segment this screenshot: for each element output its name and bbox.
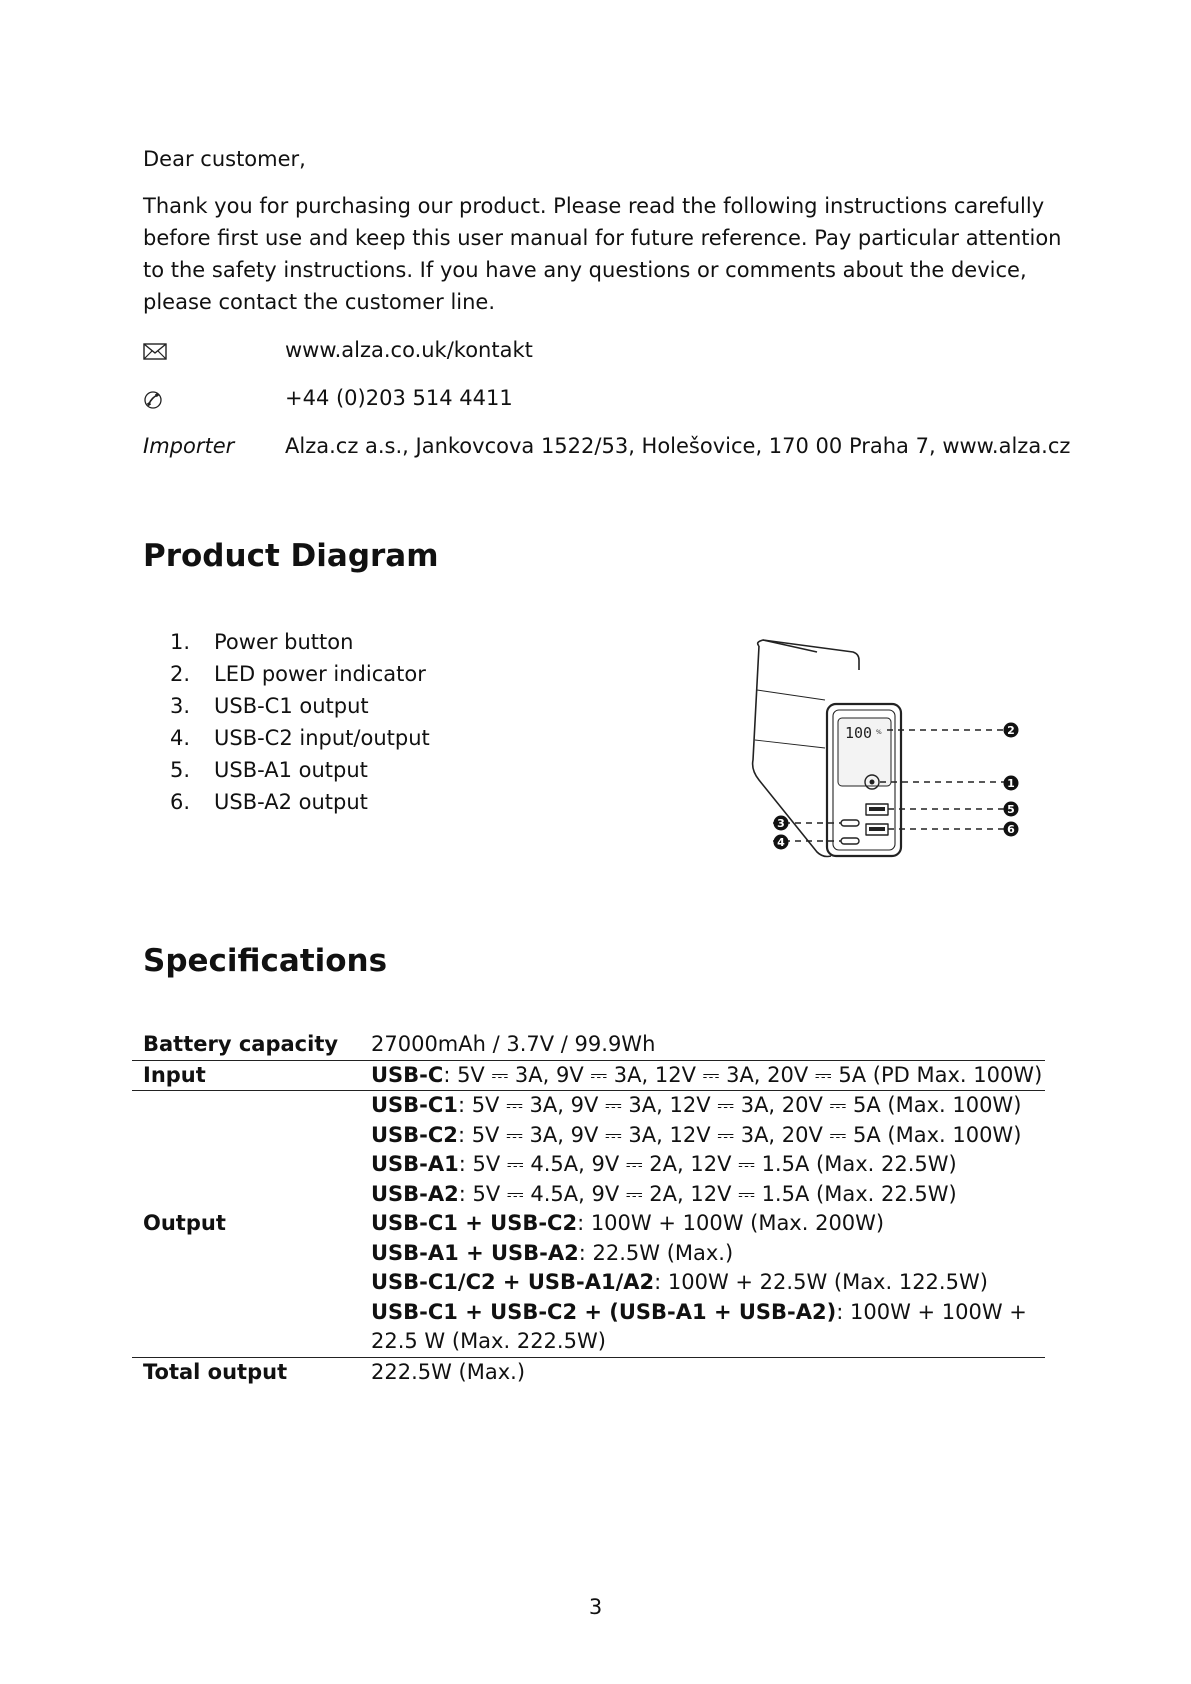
output-line: USB-C1: 5V ⎓ 3A, 9V ⎓ 3A, 12V ⎓ 3A, 20V ⎓ 5A (Max. 100W) (371, 1093, 1022, 1117)
svg-text:1: 1 (1007, 777, 1015, 790)
input-label: Input (132, 1060, 371, 1091)
svg-text:3: 3 (777, 817, 785, 830)
output-label: Output (132, 1091, 371, 1358)
list-item: 1. Power button (170, 630, 354, 654)
battery-capacity-value: 27000mAh / 3.7V / 99.9Wh (371, 1030, 1045, 1060)
power-bank-diagram (745, 630, 1045, 880)
importer-address: Alza.cz a.s., Jankovcova 1522/53, Holešovice, 170 00 Praha 7, www.alza.cz (285, 434, 1071, 458)
contact-web-link[interactable]: www.alza.co.uk/kontakt (285, 338, 533, 362)
output-line: USB-A1: 5V ⎓ 4.5A, 9V ⎓ 2A, 12V ⎓ 1.5A (Max. 22.5W) (371, 1152, 957, 1176)
intro-paragraph: Thank you for purchasing our product. Please read the following instructions carefully before first use and keep this user manual for future reference. Pay particular attention to the safety instructions. If you have any questions or comments about the device, please contact the customer line. (143, 194, 1062, 314)
table-row (132, 1030, 1045, 1060)
greeting: Dear customer, (143, 147, 306, 171)
callout-4 (774, 835, 789, 850)
battery-capacity-label: Battery capacity (132, 1030, 371, 1060)
output-line: USB-C1/C2 + USB-A1/A2: 100W + 22.5W (Max. 122.5W) (371, 1270, 988, 1294)
output-line: USB-C1 + USB-C2: 100W + 100W (Max. 200W) (371, 1211, 885, 1235)
total-output-value: 222.5W (Max.) (371, 1359, 526, 1384)
list-item: 6. USB-A2 output (170, 790, 368, 814)
total-output-label: Total output (143, 1359, 288, 1384)
output-line: USB-A1 + USB-A2: 22.5W (Max.) (371, 1240, 734, 1265)
callout-1 (1004, 776, 1019, 791)
table-row (132, 1091, 1045, 1358)
list-item: 4. USB-C2 input/output (170, 726, 430, 750)
display-unit: % (876, 729, 882, 736)
importer-label: Importer (143, 434, 235, 458)
page-number: 3 (588, 1595, 603, 1619)
list-item: 5. USB-A1 output (170, 758, 368, 782)
svg-text:4: 4 (777, 836, 785, 849)
parts-list (170, 626, 430, 818)
contact-phone-number[interactable]: +44 (0)203 514 4411 (285, 386, 513, 410)
svg-text:2: 2 (1007, 724, 1015, 737)
output-line: USB-C1 + USB-C2 + (USB-A1 + USB-A2): 100W + 100W + 22.5 W (Max. 222.5W) (371, 1299, 1027, 1353)
output-line: USB-C2: 5V ⎓ 3A, 9V ⎓ 3A, 12V ⎓ 3A, 20V ⎓ 5A (Max. 100W) (371, 1122, 1022, 1147)
callout-5 (1004, 802, 1019, 817)
callout-3 (774, 816, 789, 831)
specifications-heading: Specifications (143, 943, 388, 979)
output-line: USB-A2: 5V ⎓ 4.5A, 9V ⎓ 2A, 12V ⎓ 1.5A (Max. 22.5W) (371, 1181, 957, 1206)
callout-2 (1004, 723, 1019, 738)
svg-text:5: 5 (1007, 803, 1015, 816)
display-readout: 100 (845, 724, 873, 742)
callout-6 (1004, 822, 1019, 837)
input-value: USB-C: 5V ⎓ 3A, 9V ⎓ 3A, 12V ⎓ 3A, 20V ⎓ 5A (PD Max. 100W) (371, 1060, 1045, 1091)
list-item: 3. USB-C1 output (170, 694, 369, 718)
envelope-icon (143, 334, 283, 371)
product-diagram-heading: Product Diagram (143, 538, 439, 574)
output-values (371, 1091, 1045, 1358)
specifications-table (132, 1030, 1045, 1387)
table-row (132, 1060, 1045, 1091)
table-row (132, 1357, 1045, 1387)
svg-text:6: 6 (1007, 823, 1015, 836)
list-item: 2. LED power indicator (170, 662, 426, 686)
phone-icon (143, 382, 283, 420)
